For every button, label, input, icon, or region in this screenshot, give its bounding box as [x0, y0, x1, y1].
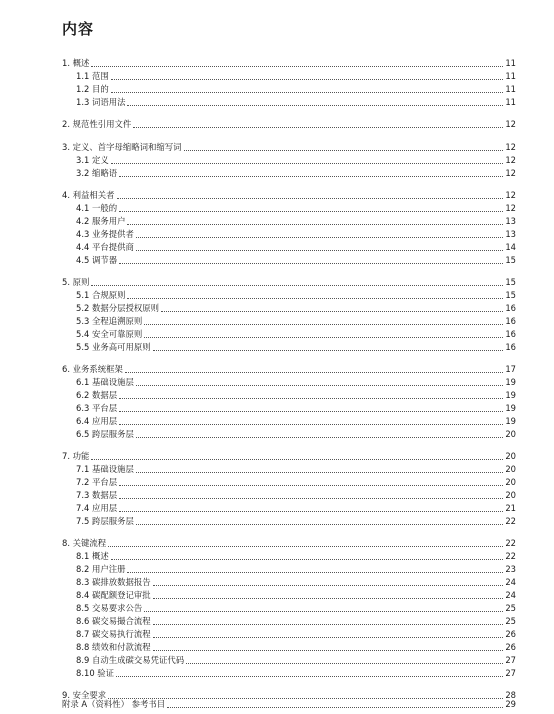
toc-entry-label: 8.7 碳交易执行流程	[76, 629, 151, 639]
toc-entry-label: 7.5 跨层服务层	[76, 516, 134, 526]
toc-entry-page-number: 20	[505, 429, 516, 439]
toc-entry-label: 6.5 跨层服务层	[76, 429, 134, 439]
toc-entry-page-number: 19	[505, 416, 516, 426]
toc-entry-page-number: 12	[505, 203, 516, 213]
toc-entry-label: 8.4 碳配额登记审批	[76, 590, 151, 600]
toc-entry-label: 9. 安全要求	[62, 690, 107, 700]
toc-entry[interactable]	[76, 201, 516, 213]
toc-entry-page-number: 15	[505, 255, 516, 265]
dot-leader	[186, 655, 503, 664]
dot-leader	[125, 364, 503, 373]
toc-entry-page-number: 20	[505, 464, 516, 474]
dot-leader	[127, 97, 503, 106]
toc-entry-page-number: 16	[505, 342, 516, 352]
toc-entry-label: 8.8 绩效和付款流程	[76, 642, 151, 652]
dot-leader	[119, 390, 503, 399]
toc-entry[interactable]	[76, 427, 516, 439]
toc-entry[interactable]	[76, 501, 516, 513]
toc-entry[interactable]	[76, 653, 516, 665]
toc-entry-page-number: 21	[505, 503, 516, 513]
dot-leader	[136, 516, 503, 525]
toc-entry-page-number: 22	[505, 538, 516, 548]
toc-entry-label: 1.3 词语用法	[76, 97, 126, 107]
toc-entry-page-number: 20	[505, 477, 516, 487]
toc-entry[interactable]	[76, 614, 516, 626]
dot-leader	[119, 477, 503, 486]
toc-entry-page-number: 19	[505, 377, 516, 387]
toc-entry[interactable]	[62, 697, 516, 709]
dot-leader	[153, 642, 504, 651]
toc-entry-page-number: 20	[505, 490, 516, 500]
toc-entry[interactable]	[76, 401, 516, 413]
toc-entry[interactable]	[76, 666, 516, 678]
toc-entry-page-number: 12	[505, 190, 516, 200]
toc-entry-label: 附录 A（资料性） 参考书目	[62, 699, 166, 709]
toc-entry[interactable]	[62, 449, 516, 461]
dot-leader	[144, 329, 503, 338]
toc-entry-page-number: 15	[505, 290, 516, 300]
toc-entry-label: 4.1 一般的	[76, 203, 118, 213]
toc-entry-page-number: 13	[505, 216, 516, 226]
toc-entry-label: 5.1 合规原则	[76, 290, 126, 300]
toc-entry[interactable]	[76, 288, 516, 300]
toc-entry-page-number: 28	[505, 690, 516, 700]
toc-entry[interactable]	[76, 340, 516, 352]
toc-entry-label: 7.2 平台层	[76, 477, 118, 487]
dot-leader	[153, 342, 504, 351]
dot-leader	[119, 503, 503, 512]
dot-leader	[111, 84, 504, 93]
toc-entry[interactable]	[76, 514, 516, 526]
toc-entry[interactable]	[76, 166, 516, 178]
dot-leader	[119, 168, 503, 177]
toc-entry-page-number: 15	[505, 277, 516, 287]
dot-leader	[111, 551, 504, 560]
dot-leader	[136, 429, 503, 438]
toc-entry-label: 5. 原则	[62, 277, 90, 287]
dot-leader	[127, 290, 503, 299]
dot-leader	[119, 203, 503, 212]
toc-entry-label: 6.4 应用层	[76, 416, 118, 426]
toc-entry-label: 8. 关键流程	[62, 538, 107, 548]
toc-entry[interactable]	[62, 140, 516, 152]
toc-entry-page-number: 25	[505, 616, 516, 626]
dot-leader	[144, 603, 503, 612]
toc-entry[interactable]	[76, 549, 516, 561]
dot-leader	[127, 564, 503, 573]
toc-entry-label: 3. 定义、首字母缩略词和缩写词	[62, 142, 182, 152]
dot-leader	[127, 216, 503, 225]
toc-entry[interactable]	[76, 562, 516, 574]
toc-entry-page-number: 12	[505, 142, 516, 152]
dot-leader	[136, 464, 503, 473]
toc-entry-label: 4. 利益相关者	[62, 190, 115, 200]
toc-entry-page-number: 11	[505, 58, 516, 68]
toc-entry[interactable]	[62, 188, 516, 200]
toc-entry-page-number: 12	[505, 119, 516, 129]
toc-entry[interactable]	[76, 327, 516, 339]
dot-leader	[167, 699, 503, 708]
toc-entry-page-number: 24	[505, 577, 516, 587]
toc-entry[interactable]	[76, 95, 516, 107]
dot-leader	[153, 616, 504, 625]
toc-entry-page-number: 19	[505, 390, 516, 400]
toc-entry[interactable]	[76, 640, 516, 652]
toc-entry-page-number: 24	[505, 590, 516, 600]
dot-leader	[119, 490, 503, 499]
toc-entry[interactable]	[62, 536, 516, 548]
toc-entry-page-number: 22	[505, 551, 516, 561]
toc-entry-label: 6.1 基础设施层	[76, 377, 134, 387]
toc-entry[interactable]	[62, 117, 516, 129]
toc-entry-page-number: 13	[505, 229, 516, 239]
toc-entry-label: 5.3 全程追溯原则	[76, 316, 143, 326]
toc-entry-page-number: 14	[505, 242, 516, 252]
toc-entry-label: 8.9 自动生成碳交易凭证代码	[76, 655, 185, 665]
toc-entry-page-number: 17	[505, 364, 516, 374]
toc-entry-label: 8.1 概述	[76, 551, 109, 561]
toc-entry-page-number: 25	[505, 603, 516, 613]
toc-entry-label: 1.2 目的	[76, 84, 109, 94]
toc-entry-page-number: 12	[505, 155, 516, 165]
toc-entry-label: 6. 业务系统框架	[62, 364, 123, 374]
toc-entry-page-number: 29	[505, 699, 516, 709]
dot-leader	[136, 242, 503, 251]
toc-entry-label: 3.2 缩略语	[76, 168, 118, 178]
toc-entry[interactable]	[76, 240, 516, 252]
toc-entry-label: 4.4 平台提供商	[76, 242, 134, 252]
toc-entry-label: 8.3 碳排放数据报告	[76, 577, 151, 587]
toc-entry-label: 7.3 数据层	[76, 490, 118, 500]
toc-entry-label: 7.4 应用层	[76, 503, 118, 513]
toc-entry-label: 8.5 交易要求公告	[76, 603, 143, 613]
toc-entry-label: 7.1 基础设施层	[76, 464, 134, 474]
toc-entry-page-number: 12	[505, 168, 516, 178]
toc-entry-page-number: 16	[505, 303, 516, 313]
page-title: 内容	[62, 20, 95, 38]
toc-entry[interactable]	[62, 275, 516, 287]
toc-entry[interactable]	[76, 488, 516, 500]
toc-entry-label: 4.5 调节器	[76, 255, 118, 265]
toc-entry[interactable]	[76, 388, 516, 400]
dot-leader	[108, 538, 503, 547]
dot-leader	[91, 451, 503, 460]
toc-entry[interactable]	[76, 214, 516, 226]
toc-entry-label: 6.3 平台层	[76, 403, 118, 413]
toc-entry-page-number: 11	[505, 71, 516, 81]
toc-entry[interactable]	[76, 475, 516, 487]
dot-leader	[119, 255, 503, 264]
toc-entry-page-number: 27	[505, 668, 516, 678]
toc-entry[interactable]	[62, 362, 516, 374]
toc-entry-label: 5.4 安全可靠原则	[76, 329, 143, 339]
toc-entry-page-number: 27	[505, 655, 516, 665]
toc-entry-label: 1.1 范围	[76, 71, 109, 81]
toc-entry-label: 1. 概述	[62, 58, 90, 68]
toc-entry[interactable]	[76, 588, 516, 600]
toc-entry-page-number: 26	[505, 629, 516, 639]
toc-entry[interactable]	[76, 575, 516, 587]
toc-entry-page-number: 16	[505, 329, 516, 339]
toc-entry[interactable]	[62, 56, 516, 68]
toc-entry-page-number: 16	[505, 316, 516, 326]
toc-entry-page-number: 19	[505, 403, 516, 413]
toc-entry-label: 7. 功能	[62, 451, 90, 461]
dot-leader	[184, 142, 504, 151]
toc-entry[interactable]	[76, 69, 516, 81]
toc-entry[interactable]	[76, 153, 516, 165]
dot-leader	[136, 229, 503, 238]
toc-entry-label: 8.10 验证	[76, 668, 115, 678]
toc-entry-label: 4.3 业务提供者	[76, 229, 134, 239]
toc-entry[interactable]	[76, 253, 516, 265]
toc-entry-label: 4.2 服务用户	[76, 216, 126, 226]
dot-leader	[91, 58, 503, 67]
dot-leader	[117, 190, 504, 199]
dot-leader	[153, 577, 504, 586]
dot-leader	[119, 416, 503, 425]
toc-entry-label: 6.2 数据层	[76, 390, 118, 400]
toc-entry-label: 8.6 碳交易撮合流程	[76, 616, 151, 626]
toc-entry-page-number: 22	[505, 516, 516, 526]
toc-entry-page-number: 11	[505, 84, 516, 94]
toc-entry[interactable]	[76, 301, 516, 313]
toc-entry[interactable]	[76, 414, 516, 426]
toc-entry-page-number: 26	[505, 642, 516, 652]
toc-entry[interactable]	[76, 314, 516, 326]
toc-entry-label: 2. 规范性引用文件	[62, 119, 132, 129]
toc-entry-page-number: 20	[505, 451, 516, 461]
dot-leader	[119, 403, 503, 412]
toc-entry[interactable]	[76, 601, 516, 613]
toc-entry-page-number: 23	[505, 564, 516, 574]
toc-entry[interactable]	[76, 82, 516, 94]
dot-leader	[133, 119, 503, 128]
toc-entry[interactable]	[76, 227, 516, 239]
dot-leader	[111, 155, 504, 164]
dot-leader	[91, 277, 503, 286]
toc-entry-label: 8.2 用户注册	[76, 564, 126, 574]
toc-entry[interactable]	[76, 375, 516, 387]
dot-leader	[153, 629, 504, 638]
dot-leader	[161, 303, 503, 312]
toc-entry-label: 5.2 数据分层授权原则	[76, 303, 159, 313]
toc-entry-label: 5.5 业务高可用原则	[76, 342, 151, 352]
toc-entry-label: 3.1 定义	[76, 155, 109, 165]
dot-leader	[144, 316, 503, 325]
toc-entry-page-number: 11	[505, 97, 516, 107]
dot-leader	[136, 377, 503, 386]
dot-leader	[111, 71, 504, 80]
dot-leader	[153, 590, 504, 599]
toc-entry[interactable]	[76, 462, 516, 474]
toc-entry[interactable]	[76, 627, 516, 639]
dot-leader	[116, 668, 503, 677]
